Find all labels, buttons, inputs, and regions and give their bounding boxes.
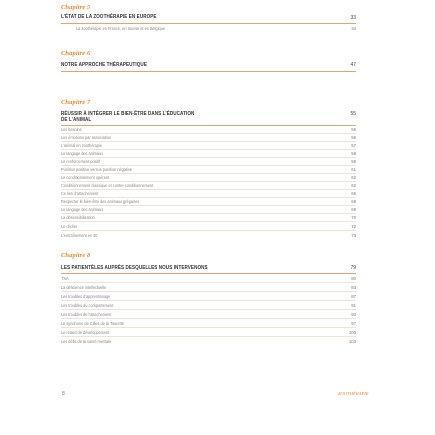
page-number: 8 xyxy=(62,391,65,397)
toc-entry-page: 80 xyxy=(351,276,356,281)
toc-entry: Les troubles du comportement xyxy=(61,303,114,308)
toc-entry: Le retard de développement xyxy=(61,330,110,335)
toc-entry: Les besoins xyxy=(61,127,82,132)
toc-entry: Les troubles de l'attachement xyxy=(61,312,112,317)
toc-entry: Les troubles d'apprentissage xyxy=(61,294,111,299)
chapter-page: 33 xyxy=(350,15,356,21)
entry-rule xyxy=(61,282,356,283)
entry-rule xyxy=(61,221,356,222)
toc-entry-page: 61 xyxy=(351,167,356,172)
toc-entry-page: 72 xyxy=(351,224,356,229)
entry-rule xyxy=(61,327,356,328)
chapter-rule xyxy=(61,23,356,24)
toc-entry: Respecter le bien-être des animaux grégaires xyxy=(61,199,140,204)
toc-entry-page: 62 xyxy=(351,175,356,180)
toc-entry-page: 87 xyxy=(351,294,356,299)
toc-entry: Punition positive versus punition négative xyxy=(61,167,132,172)
toc-entry-page: 91 xyxy=(351,303,356,308)
entry-rule xyxy=(61,300,356,301)
toc-entry-page: 34 xyxy=(351,26,356,31)
toc-entry: Conditionnement classique et contre-conditionnement xyxy=(61,183,154,188)
toc-entry-page: 93 xyxy=(351,312,356,317)
chapter-title xyxy=(61,111,194,124)
entry-rule xyxy=(61,336,356,337)
toc-entry-page: 73 xyxy=(351,233,356,238)
chapter-page: 47 xyxy=(350,62,356,68)
entry-rule xyxy=(61,157,356,158)
entry-rule xyxy=(61,205,356,206)
entry-rule xyxy=(61,189,356,190)
toc-entry: La déficience intellectuelle xyxy=(61,285,107,290)
toc-entry-page: 97 xyxy=(351,321,356,326)
chapter-label: Chapitre 6 xyxy=(61,50,91,57)
chapter-rule xyxy=(61,273,356,274)
running-title: ZOOTHÉRAPIE xyxy=(338,391,369,396)
toc-entry: La désensibilisation xyxy=(61,215,95,220)
toc-entry: Les défis de la santé mentale xyxy=(61,339,112,344)
toc-entry: Le langage des animaux xyxy=(61,151,104,156)
toc-entry-page: 103 xyxy=(348,339,356,344)
chapter-page: 55 xyxy=(350,111,356,117)
entry-rule xyxy=(61,230,356,231)
chapter-title-line1: RÉUSSIR À INTÉGRER LE BIEN-ÊTRE DANS L'ÉDUCATION xyxy=(61,111,195,117)
toc-entry: La zoothérapie en France, en Suisse et en Belgique xyxy=(76,26,166,31)
toc-entry: L'animal en zoothérapie xyxy=(61,143,102,148)
toc-entry: Les émotions par association xyxy=(61,135,112,140)
chapter-page: 79 xyxy=(350,265,356,271)
toc-entry-page: 69 xyxy=(351,207,356,212)
toc-entry-page: 56 xyxy=(351,135,356,140)
toc-entry: Le langage des animaux xyxy=(61,207,104,212)
entry-rule xyxy=(61,173,356,174)
toc-entry-page: 68 xyxy=(351,199,356,204)
toc-entry-page: 62 xyxy=(351,183,356,188)
chapter-title: L'ÉTAT DE LA ZOOTHÉRAPIE EN EUROPE xyxy=(61,14,157,20)
entry-rule xyxy=(61,165,356,166)
toc-entry-page: 100 xyxy=(348,330,356,335)
chapter-rule xyxy=(61,71,356,72)
chapter-title: LES PATIENTÈLES AUPRÈS DESQUELLES NOUS INTERVENONS xyxy=(61,265,208,271)
entry-rule xyxy=(61,141,356,142)
toc-entry: Le renforcement positif xyxy=(61,159,101,164)
chapter-rule xyxy=(61,125,356,126)
toc-entry-page: 70 xyxy=(351,215,356,220)
toc-entry-page: 58 xyxy=(351,151,356,156)
entry-rule xyxy=(61,318,356,319)
toc-entry-page: 55 xyxy=(351,127,356,132)
chapter-label: Chapitre 8 xyxy=(61,252,91,259)
toc-entry: Le clicker xyxy=(61,224,78,229)
toc-entry: Le conditionnement opérant xyxy=(61,175,109,180)
entry-rule xyxy=(61,133,356,134)
entry-rule xyxy=(61,197,356,198)
toc-entry-page: 57 xyxy=(351,143,356,148)
toc-entry: L'entraînement en 30 xyxy=(61,233,98,238)
entry-rule xyxy=(61,181,356,182)
entry-rule xyxy=(61,149,356,150)
chapter-label: Chapitre 5 xyxy=(61,4,91,11)
toc-entry: Ce lien d'attachement xyxy=(61,191,99,196)
toc-entry-page: 59 xyxy=(351,159,356,164)
toc-entry-page: 65 xyxy=(351,191,356,196)
toc-entry: Le syndrome de Gilles de la Tourette xyxy=(61,321,124,326)
entry-rule xyxy=(61,291,356,292)
chapter-title-line2: DE L'ANIMAL xyxy=(61,117,92,124)
entry-rule xyxy=(61,213,356,214)
toc-entry-page: 83 xyxy=(351,285,356,290)
chapter-label: Chapitre 7 xyxy=(61,99,91,106)
toc-entry: TSA xyxy=(61,276,69,281)
entry-rule xyxy=(61,309,356,310)
chapter-title: NOTRE APPROCHE THÉRAPEUTIQUE xyxy=(61,62,147,68)
